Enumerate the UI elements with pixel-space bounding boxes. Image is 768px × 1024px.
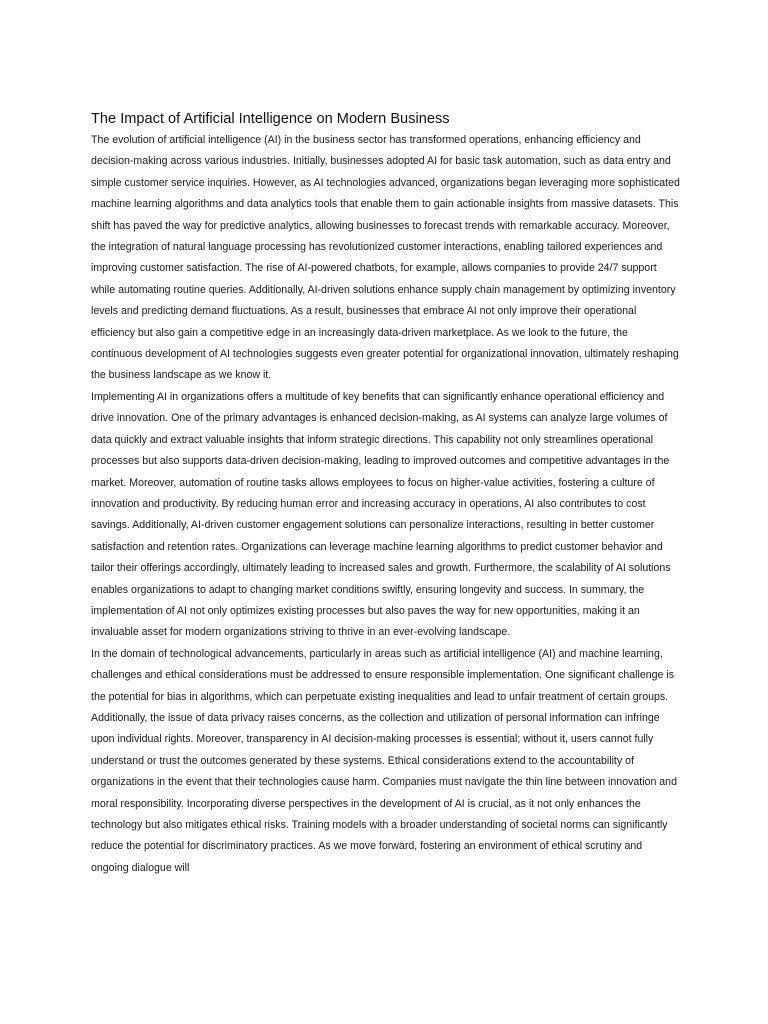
paragraph-ethical-challenges: In the domain of technological advancements, particularly in areas such as artificial intelligence (AI) and machine learning, challenges and ethical considerations must be addressed to ensure responsible implementation. One significant challenge is the potential for bias in algorithms, which can perpetuate existing inequalities and lead to unfair treatment of certain groups. Additionally, the issue of data privacy raises concerns, as the collection and utilization of personal information can infringe upon individual rights. Moreover, transparency in AI decision-making processes is essential; without it, users cannot fully understand or trust the outcomes generated by these systems. Ethical considerations extend to the accountability of organizations in the event that their technologies cause harm. Companies must navigate the thin line between innovation and moral responsibility. Incorporating diverse perspectives in the development of AI is crucial, as it not only enhances the technology but also mitigates ethical risks. Training models with a broader understanding of societal norms can significantly reduce the potential for discriminatory practices. As we move forward, fostering an environment of ethical scrutiny and ongoing dialogue will: [91, 647, 677, 874]
document-title: The Impact of Artificial Intelligence on Modern Business: [91, 111, 450, 127]
paragraph-key-benefits: Implementing AI in organizations offers a multitude of key benefits that can significantly enhance operational efficiency and drive innovation. One of the primary advantages is enhanced decision-making, as AI systems can analyze large volumes of data quickly and extract valuable insights that inform strategic directions. This capability not only streamlines operational processes but also supports data-driven decision-making, leading to improved outcomes and competitive advantages in the market. Moreover, automation of routine tasks allows employees to focus on higher-value activities, fostering a culture of innovation and productivity. By reducing human error and increasing accuracy in operations, AI also contributes to cost savings. Additionally, AI-driven customer engagement solutions can personalize interactions, resulting in better customer satisfaction and retention rates. Organizations can leverage machine learning algorithms to predict customer behavior and tailor their offerings accordingly, ultimately leading to increased sales and growth. Furthermore, the scalability of AI solutions enables organizations to adapt to changing market conditions swiftly, ensuring longevity and success. In summary, the implementation of AI not only optimizes existing processes but also paves the way for new opportunities, making it an invaluable asset for modern organizations striving to thrive in an ever-evolving landscape.: [91, 390, 671, 639]
paragraph-ai-evolution: The evolution of artificial intelligence (AI) in the business sector has transformed operations, enhancing efficiency and decision-making across various industries. Initially, businesses adopted AI for basic task automation, such as data entry and simple customer service inquiries. However, as AI technologies advanced, organizations began leveraging more sophisticated machine learning algorithms and data analytics tools that enable them to gain actionable insights from massive datasets. This shift has paved the way for predictive analytics, allowing businesses to forecast trends with remarkable accuracy. Moreover, the integration of natural language processing has revolutionized customer interactions, enabling tailored experiences and improving customer satisfaction. The rise of AI-powered chatbots, for example, allows companies to provide 24/7 support while automating routine queries. Additionally, AI-driven solutions enhance supply chain management by optimizing inventory levels and predicting demand fluctuations. As a result, businesses that embrace AI not only improve their operational efficiency but also gain a competitive edge in an increasingly data-driven marketplace. As we look to the future, the continuous development of AI technologies suggests even greater potential for organizational innovation, ultimately reshaping the business landscape as we know it.: [91, 134, 680, 382]
document-page: [91, 109, 681, 879]
